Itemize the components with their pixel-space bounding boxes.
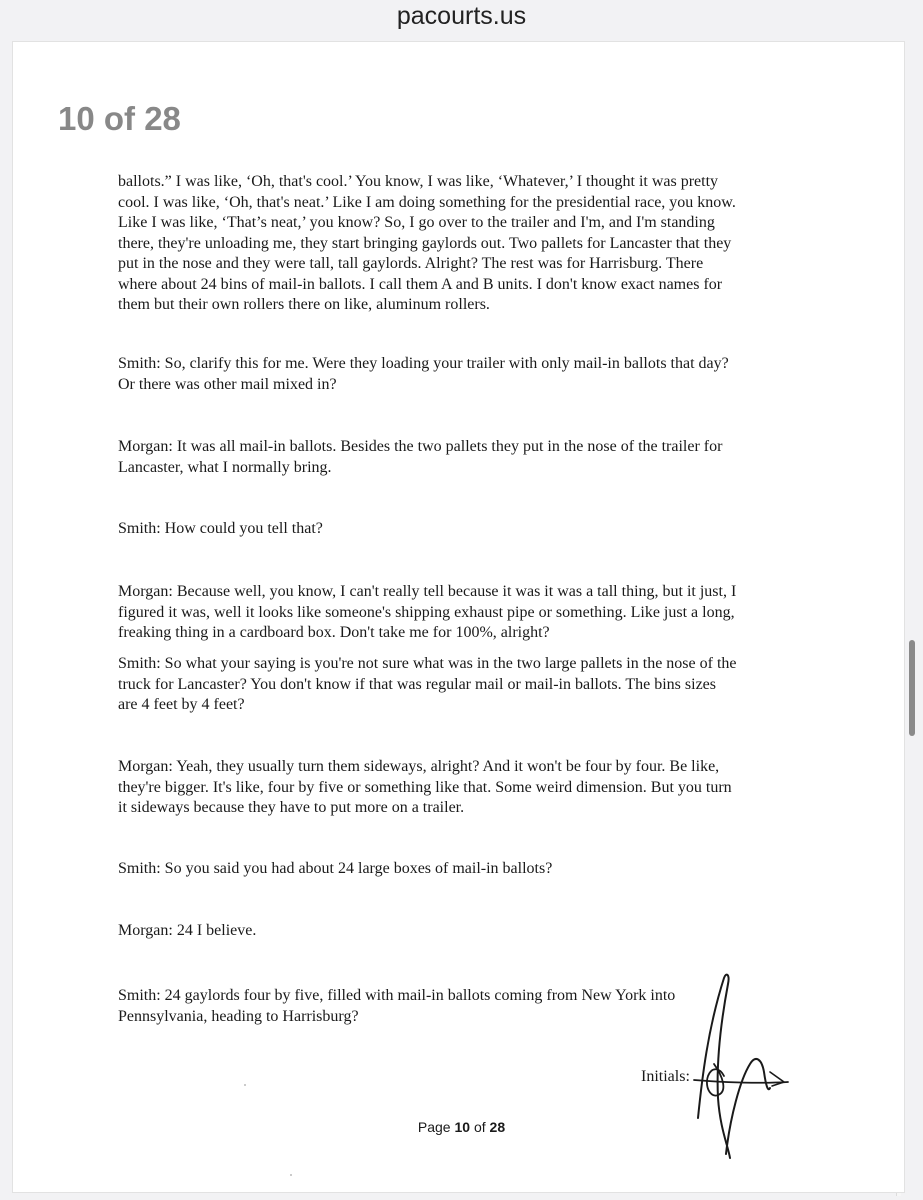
scan-speck bbox=[290, 1174, 292, 1176]
footer-current-page: 10 bbox=[454, 1119, 471, 1135]
transcript-paragraph: Smith: How could you tell that? bbox=[118, 520, 323, 537]
transcript-paragraph: Morgan: Because well, you know, I can't really tell because it was it was a tall thing, but it just, I figured it was, well it looks like someone's shipping exhaust pipe or something. Like just a long, freaking thing in a cardboard box. Don't take me for 100%, alright? bbox=[118, 583, 737, 641]
transcript-paragraph: Morgan: 24 I believe. bbox=[118, 922, 257, 939]
page-indicator: 10 of 28 bbox=[58, 100, 181, 137]
footer-middle: of bbox=[470, 1119, 490, 1135]
scan-speck bbox=[244, 1084, 246, 1086]
transcript-paragraph: Morgan: It was all mail-in ballots. Besides the two pallets they put in the nose of the trailer for Lancaster, what I normally bring. bbox=[118, 438, 723, 476]
page-footer bbox=[0, 1119, 923, 1135]
transcript-paragraph: Morgan: Yeah, they usually turn them sideways, alright? And it won't be four by four. Be like, they're bigger. It's like, four by five or something like that. Some weird dimension. But you turn it sideways because they have to put more on a trailer. bbox=[118, 758, 732, 816]
transcript-paragraph: Smith: So what your saying is you're not sure what was in the two large pallets in the nose of the truck for Lancaster? You don't know if that was regular mail or mail-in ballots. The bins sizes are 4 feet by 4 feet? bbox=[118, 655, 737, 713]
footer-prefix: Page bbox=[417, 1119, 455, 1135]
transcript-paragraph: Smith: So, clarify this for me. Were they loading your trailer with only mail-in ballots that day? Or there was other mail mixed in? bbox=[118, 355, 729, 393]
scrollbar-thumb[interactable] bbox=[909, 640, 915, 736]
initials-label: Initials: bbox=[641, 1068, 690, 1085]
url-text: pacourts.us bbox=[396, 2, 527, 30]
transcript-paragraph: Smith: 24 gaylords four by five, filled with mail-in ballots coming from New York into Pennsylvania, heading to Harrisburg? bbox=[118, 987, 676, 1025]
transcript-paragraph: Smith: So you said you had about 24 large boxes of mail-in ballots? bbox=[118, 860, 553, 877]
transcript-paragraph: ballots.” I was like, ‘Oh, that's cool.’ You know, I was like, ‘Whatever,’ I thought it was pretty cool. I was like, ‘Oh, that's neat.’ Like I am doing something for the presidential race, you know. Like I was like, ‘That’s neat,’ you know? So, I go over to the trailer and I'm, and I'm standing there, they're unloading me, they start bringing gaylords out. Two pallets for Lancaster that they put in the nose and they were tall, tall gaylords. Alright? The rest was for Harrisburg. There where about 24 bins of mail-in ballots. I call them A and B units. I don't know exact names for them but their own rollers there on like, aluminum rollers. bbox=[118, 173, 736, 313]
url-bar[interactable] bbox=[0, 0, 923, 36]
footer-total-pages: 28 bbox=[489, 1119, 506, 1135]
handwritten-initials-signature bbox=[690, 968, 800, 1168]
